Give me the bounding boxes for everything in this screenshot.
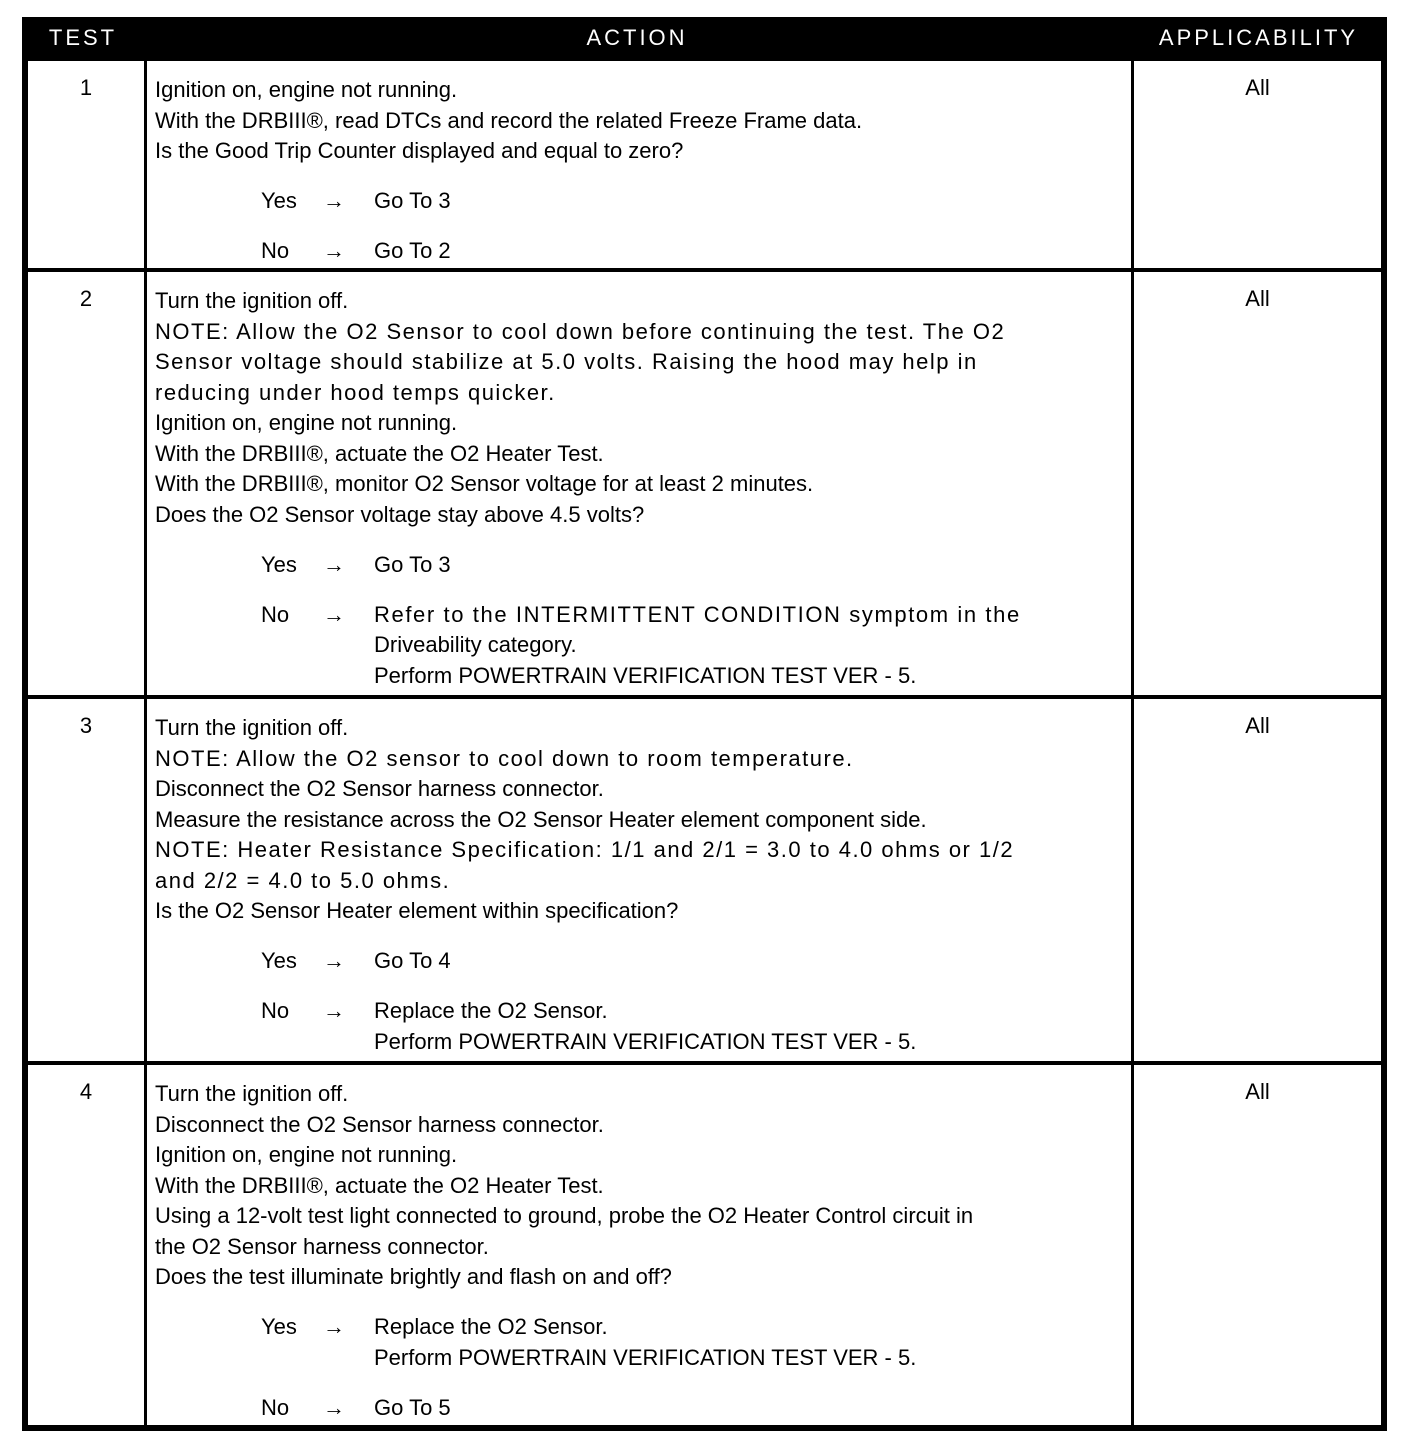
- no-result: [374, 600, 1121, 692]
- no-label: No: [261, 998, 290, 1023]
- arrow-icon: →: [323, 238, 345, 263]
- no-result: [374, 1393, 1121, 1424]
- no-result: [374, 996, 1121, 1057]
- result-line: Go To 3: [374, 188, 451, 213]
- yes-result: [374, 550, 1121, 581]
- action-line: Measure the resistance across the O2 Sensor Heater element component side.: [155, 806, 927, 832]
- yes-label: Yes: [261, 188, 297, 213]
- action-line: Turn the ignition off.: [155, 288, 349, 313]
- result-line: Perform POWERTRAIN VERIFICATION TEST VER - 5.: [374, 1344, 917, 1370]
- diagnostic-table: [22, 17, 1387, 1431]
- arrow-icon: →: [323, 188, 345, 213]
- action-line: With the DRBIII®, read DTCs and record the related Freeze Frame data.: [155, 107, 863, 133]
- action-line: Ignition on, engine not running.: [155, 410, 458, 435]
- action-line: Ignition on, engine not running.: [155, 1142, 458, 1167]
- header-applicability: APPLICABILITY: [1158, 25, 1359, 50]
- action-line: Ignition on, engine not running.: [155, 77, 458, 102]
- action-line: and 2/2 = 4.0 to 5.0 ohms.: [155, 867, 451, 893]
- test-number: 1: [28, 61, 144, 268]
- result-line: Go To 5: [374, 1394, 451, 1420]
- no-label: No: [261, 1394, 290, 1420]
- no-result: [374, 236, 1121, 267]
- applicability-cell: All: [1134, 699, 1381, 1061]
- yes-result: [374, 946, 1121, 977]
- yes-option: [155, 186, 1121, 217]
- result-line: Replace the O2 Sensor.: [374, 1314, 608, 1339]
- action-cell: [147, 1065, 1131, 1425]
- action-line: Does the O2 Sensor voltage stay above 4.5 volts?: [155, 501, 645, 527]
- table-row: [28, 61, 1381, 268]
- result-line: Perform POWERTRAIN VERIFICATION TEST VER - 5.: [374, 1028, 917, 1054]
- action-line: With the DRBIII®, actuate the O2 Heater Test.: [155, 1172, 604, 1198]
- action-line: NOTE: Allow the O2 Sensor to cool down before continuing the test. The O2: [155, 318, 1006, 344]
- result-line: Go To 4: [374, 948, 451, 973]
- action-cell: [147, 272, 1131, 695]
- table-row: [28, 699, 1381, 1061]
- header-test: TEST: [48, 25, 118, 50]
- action-line: Turn the ignition off.: [155, 1081, 349, 1106]
- yes-result: [374, 1312, 1121, 1373]
- test-number: 3: [28, 699, 144, 1061]
- yes-option: [155, 946, 1121, 977]
- applicability-cell: All: [1134, 272, 1381, 695]
- result-line: Driveability category.: [374, 632, 577, 657]
- action-line: Using a 12-volt test light connected to ground, probe the O2 Heater Control circuit in: [155, 1203, 974, 1228]
- yes-label: Yes: [261, 948, 297, 973]
- action-cell: [147, 699, 1131, 1061]
- arrow-icon: →: [323, 1314, 345, 1339]
- result-line: Refer to the INTERMITTENT CONDITION symptom in the: [374, 601, 1021, 627]
- applicability-cell: All: [1134, 61, 1381, 268]
- action-line: Does the test illuminate brightly and flash on and off?: [155, 1264, 672, 1289]
- action-line: NOTE: Heater Resistance Specification: 1/1 and 2/1 = 3.0 to 4.0 ohms or 1/2: [155, 837, 1015, 862]
- no-option: [155, 996, 1121, 1057]
- action-line: With the DRBIII®, actuate the O2 Heater Test.: [155, 440, 604, 466]
- no-option: [155, 600, 1121, 692]
- arrow-icon: →: [323, 998, 345, 1023]
- action-line: Disconnect the O2 Sensor harness connector.: [155, 1111, 604, 1137]
- result-line: Perform POWERTRAIN VERIFICATION TEST VER - 5.: [374, 662, 917, 688]
- no-label: No: [261, 601, 290, 627]
- action-cell: [147, 61, 1131, 268]
- action-line: Sensor voltage should stabilize at 5.0 volts. Raising the hood may help in: [155, 349, 978, 374]
- header-action: ACTION: [586, 25, 688, 50]
- action-line: Disconnect the O2 Sensor harness connector.: [155, 776, 604, 801]
- test-number: 2: [28, 272, 144, 695]
- yes-result: [374, 186, 1121, 217]
- arrow-icon: →: [323, 551, 345, 577]
- arrow-icon: →: [323, 601, 345, 627]
- table-header: [22, 17, 1387, 58]
- action-line: reducing under hood temps quicker.: [155, 379, 556, 405]
- result-line: Replace the O2 Sensor.: [374, 998, 608, 1023]
- result-line: Go To 2: [374, 238, 451, 263]
- yes-label: Yes: [261, 1314, 297, 1339]
- no-label: No: [261, 238, 290, 263]
- applicability-cell: All: [1134, 1065, 1381, 1425]
- no-option: [155, 1393, 1121, 1424]
- table-row: [28, 1065, 1381, 1425]
- test-number: 4: [28, 1065, 144, 1425]
- arrow-icon: →: [323, 1394, 345, 1420]
- table-row: [28, 272, 1381, 695]
- action-line: NOTE: Allow the O2 sensor to cool down to room temperature.: [155, 745, 854, 771]
- yes-option: [155, 550, 1121, 581]
- action-line: the O2 Sensor harness connector.: [155, 1233, 489, 1259]
- no-option: [155, 236, 1121, 267]
- action-line: With the DRBIII®, monitor O2 Sensor voltage for at least 2 minutes.: [155, 471, 814, 496]
- arrow-icon: →: [323, 948, 345, 973]
- action-line: Turn the ignition off.: [155, 715, 349, 740]
- result-line: Go To 3: [374, 551, 451, 577]
- action-line: Is the O2 Sensor Heater element within specification?: [155, 898, 679, 923]
- yes-option: [155, 1312, 1121, 1373]
- yes-label: Yes: [261, 551, 297, 577]
- action-line: Is the Good Trip Counter displayed and equal to zero?: [155, 138, 684, 163]
